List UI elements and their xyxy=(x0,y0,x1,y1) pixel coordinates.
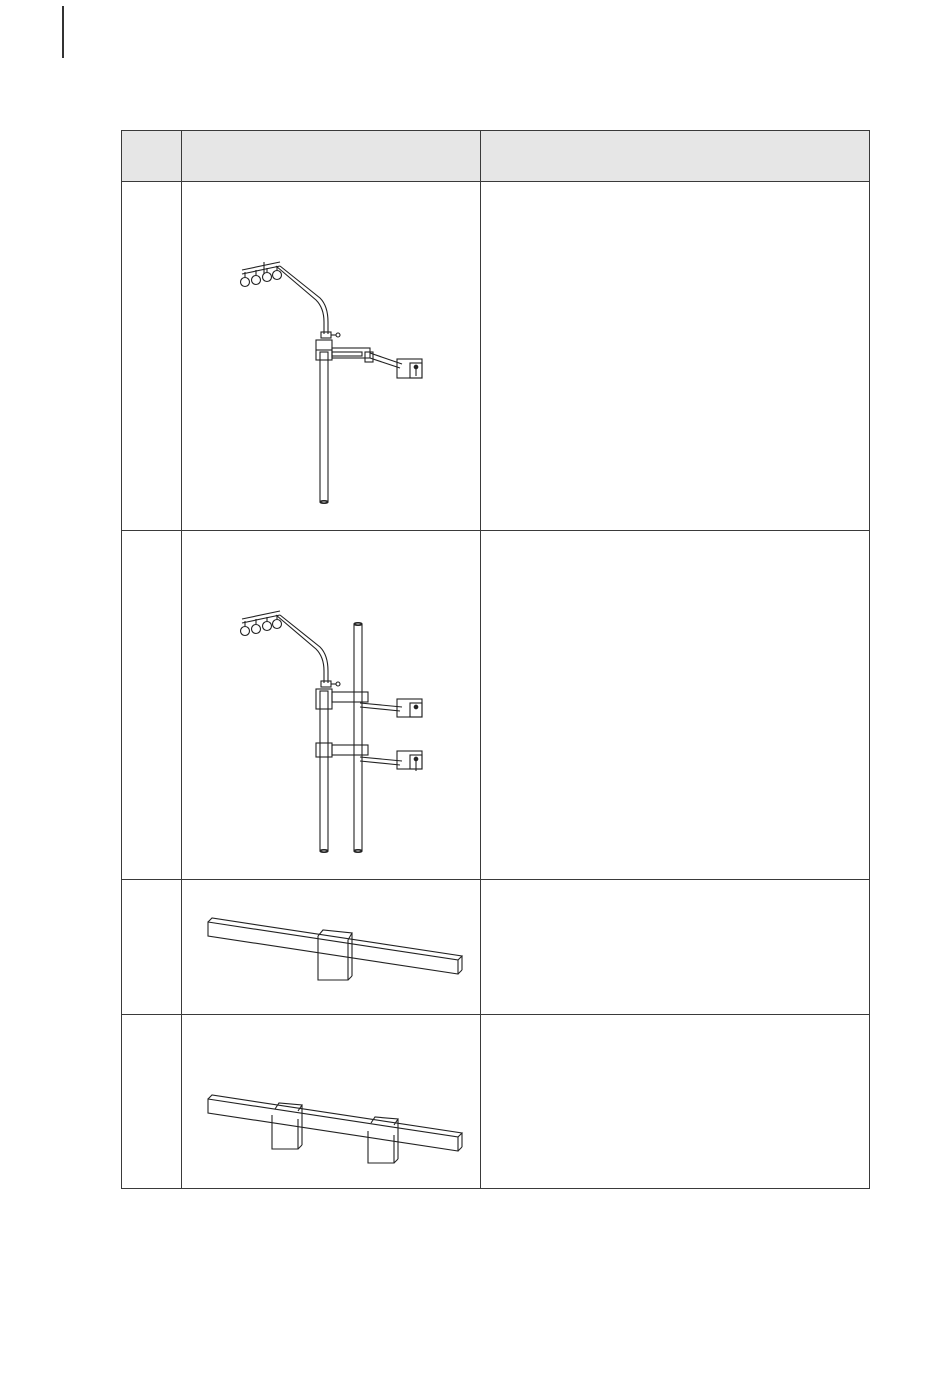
table-row xyxy=(122,531,870,880)
equipment-table xyxy=(121,130,870,1189)
iv-pole-single-clamp-illustration xyxy=(182,182,481,530)
margin-rule xyxy=(62,6,64,58)
row-illustration xyxy=(182,880,481,1015)
table-header-row xyxy=(122,131,870,182)
table-row xyxy=(122,1015,870,1189)
iv-pole-double-clamp-illustration xyxy=(182,531,481,879)
row-description xyxy=(481,182,870,531)
header-description xyxy=(481,131,870,182)
table-row xyxy=(122,880,870,1015)
row-description xyxy=(481,531,870,880)
row-illustration xyxy=(182,531,481,880)
row-number xyxy=(122,531,182,880)
header-image xyxy=(182,131,481,182)
row-illustration xyxy=(182,182,481,531)
row-number xyxy=(122,182,182,531)
row-description xyxy=(481,1015,870,1189)
header-number xyxy=(122,131,182,182)
row-description xyxy=(481,880,870,1015)
rail-single-mount-illustration xyxy=(182,880,481,1014)
row-number xyxy=(122,1015,182,1189)
rail-double-mount-illustration xyxy=(182,1015,481,1188)
table-row xyxy=(122,182,870,531)
row-illustration xyxy=(182,1015,481,1189)
row-number xyxy=(122,880,182,1015)
